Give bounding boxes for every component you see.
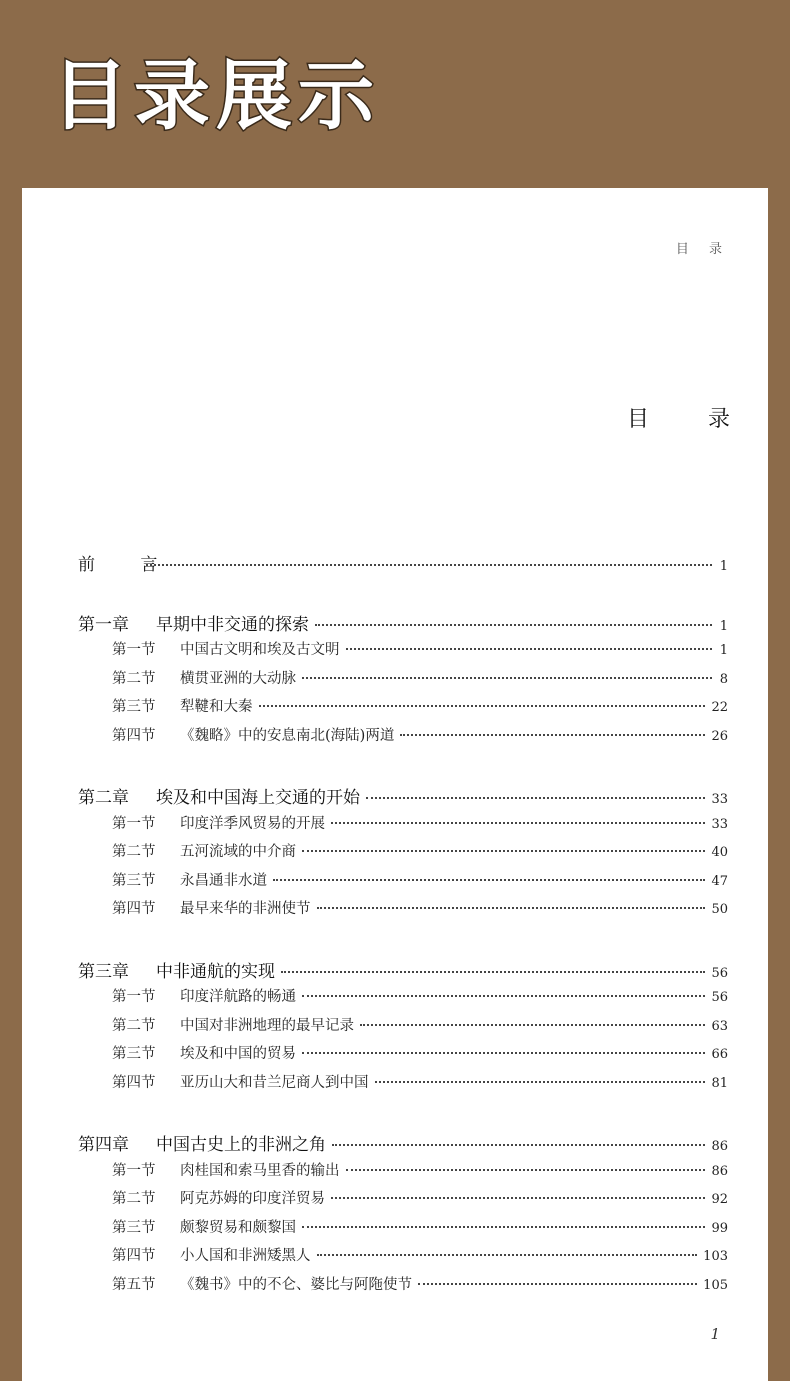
chapter-number: 第三章 [78, 961, 129, 982]
section-number: 第五节 [112, 1276, 156, 1293]
chapter-title: 中非通航的实现 [156, 961, 275, 982]
toc-preface [78, 550, 728, 579]
section-title: 埃及和中国的贸易 [180, 1046, 296, 1062]
chapter-number: 第一章 [78, 614, 129, 635]
section-title: 《魏书》中的不仑、婆比与阿陁使节 [180, 1276, 412, 1293]
dot-leader [302, 850, 705, 852]
dot-leader [346, 1169, 706, 1171]
section-number: 第二节 [112, 1191, 156, 1207]
section-number: 第四节 [112, 1074, 156, 1091]
toc-section [78, 1216, 728, 1245]
page-title: 目 录 [627, 407, 756, 432]
dot-leader [317, 907, 706, 909]
chapter-number: 第四章 [78, 1135, 129, 1155]
page-number: 26 [711, 728, 728, 744]
page-number: 8 [719, 671, 728, 687]
dot-leader [281, 971, 705, 973]
section-title: 印度洋航路的畅通 [180, 989, 296, 1005]
page-number: 86 [711, 1163, 728, 1179]
section-number: 第一节 [112, 989, 156, 1005]
section-number: 第三节 [112, 699, 156, 715]
section-title: 《魏略》中的安息南北(海陆)两道 [180, 727, 395, 744]
dot-leader [273, 879, 705, 881]
toc-chapter [78, 1130, 728, 1159]
running-header: 目 录 [675, 242, 730, 257]
chapter-number: 第二章 [78, 788, 129, 808]
dot-leader [346, 648, 713, 650]
dot-leader [259, 705, 706, 707]
toc-section [78, 1244, 728, 1273]
dot-leader [418, 1283, 697, 1285]
chapter-title: 中国古史上的非洲之角 [156, 1135, 326, 1155]
page-number: 105 [703, 1277, 728, 1293]
section-number: 第二节 [112, 670, 156, 687]
toc-section [78, 638, 728, 667]
chapter-title: 埃及和中国海上交通的开始 [156, 788, 360, 808]
section-number: 第三节 [112, 1046, 156, 1062]
page-number: 63 [711, 1018, 728, 1034]
page-number: 1 [719, 618, 728, 634]
toc-section [78, 1071, 728, 1100]
section-title: 小人国和非洲矮黑人 [180, 1248, 311, 1264]
toc-section [78, 1273, 728, 1302]
section-number: 第二节 [112, 844, 156, 860]
page-number: 1 [719, 559, 728, 574]
toc-chapter [78, 957, 728, 986]
section-title: 阿克苏姆的印度洋贸易 [180, 1191, 325, 1207]
toc-section [78, 724, 728, 753]
toc-section [78, 1187, 728, 1216]
dot-leader [302, 995, 705, 997]
dot-leader [302, 1052, 705, 1054]
section-number: 第四节 [112, 901, 156, 917]
toc-chapter [78, 610, 728, 639]
dot-leader [315, 624, 712, 626]
section-title: 中国古文明和埃及古文明 [180, 642, 340, 658]
page-number: 56 [711, 990, 728, 1005]
section-number: 第一节 [112, 815, 156, 832]
dot-leader [332, 1144, 705, 1146]
toc-section [78, 985, 728, 1014]
dot-leader [375, 1081, 706, 1083]
chapter-title: 早期中非交通的探索 [156, 614, 309, 635]
page-number: 50 [711, 902, 728, 917]
dot-leader [302, 1226, 705, 1228]
section-title: 颇黎贸易和颇黎国 [180, 1219, 296, 1236]
toc-chapter [78, 783, 728, 812]
page-number: 40 [711, 845, 728, 860]
section-title: 横贯亚洲的大动脉 [180, 670, 296, 687]
section-number: 第一节 [112, 1162, 156, 1179]
page-number: 56 [711, 965, 728, 981]
page-number: 22 [711, 700, 728, 715]
section-number: 第四节 [112, 727, 156, 744]
banner-title: 目录展示 [52, 51, 380, 140]
toc-section [78, 695, 728, 724]
page-number: 47 [711, 873, 728, 889]
page-number: 99 [711, 1220, 728, 1236]
book-page [22, 188, 768, 1381]
toc-section [78, 667, 728, 696]
toc-section [78, 869, 728, 898]
dot-leader [317, 1254, 698, 1256]
toc-section [78, 812, 728, 841]
toc-section [78, 897, 728, 926]
page-number: 81 [711, 1075, 728, 1091]
page-number: 33 [711, 792, 728, 807]
page-folio: 1 [710, 1325, 720, 1343]
section-number: 第一节 [112, 642, 156, 658]
page-number: 66 [711, 1047, 728, 1062]
dot-leader [302, 677, 712, 679]
toc-section [78, 1014, 728, 1043]
section-title: 五河流域的中介商 [180, 844, 296, 860]
section-number: 第四节 [112, 1248, 156, 1264]
section-title: 印度洋季风贸易的开展 [180, 815, 325, 832]
section-number: 第二节 [112, 1017, 156, 1034]
section-number: 第三节 [112, 872, 156, 889]
section-title: 最早来华的非洲使节 [180, 901, 311, 917]
page-number: 92 [711, 1192, 728, 1207]
dot-leader [331, 822, 705, 824]
dot-leader [146, 564, 712, 566]
section-title: 亚历山大和昔兰尼商人到中国 [180, 1074, 369, 1091]
preface-label: 前 言 [78, 555, 178, 575]
toc-section [78, 840, 728, 869]
dot-leader [400, 734, 705, 736]
dot-leader [360, 1024, 705, 1026]
table-of-contents [78, 550, 728, 1301]
section-title: 中国对非洲地理的最早记录 [180, 1017, 354, 1034]
page-number: 1 [719, 643, 728, 658]
page-number: 103 [703, 1249, 728, 1264]
section-title: 肉桂国和索马里香的输出 [180, 1162, 340, 1179]
toc-section [78, 1159, 728, 1188]
page-number: 33 [711, 816, 728, 832]
page-number: 86 [711, 1139, 728, 1154]
toc-section [78, 1042, 728, 1071]
section-number: 第三节 [112, 1219, 156, 1236]
dot-leader [366, 797, 705, 799]
dot-leader [331, 1197, 705, 1199]
section-title: 犁鞬和大秦 [180, 699, 253, 715]
section-title: 永昌通非水道 [180, 872, 267, 889]
